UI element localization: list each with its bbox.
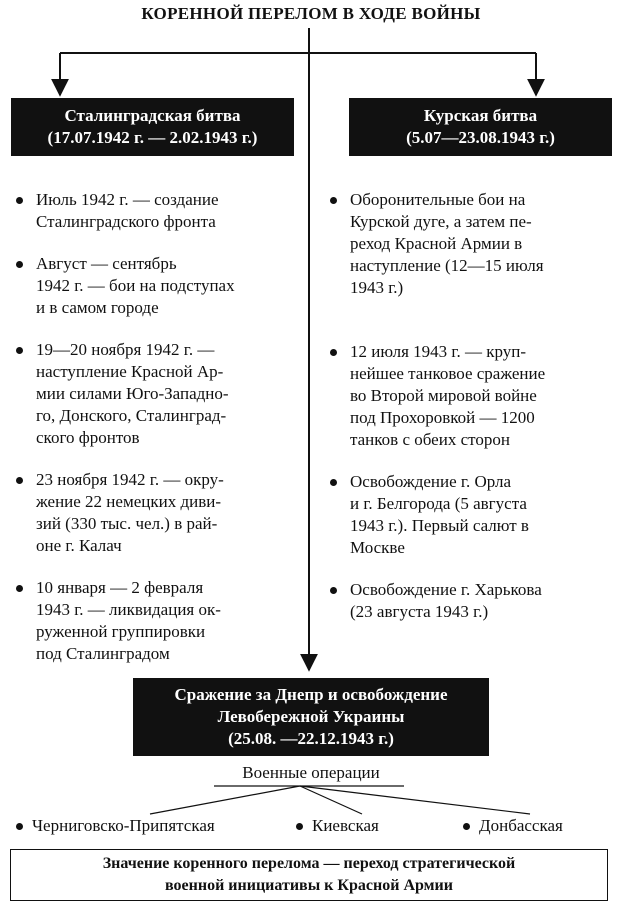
significance-line: Значение коренного перелома — переход стратегической <box>102 855 516 872</box>
item-line: Москве <box>350 538 405 557</box>
operation-label: Киевская <box>312 816 379 835</box>
stalingrad-title-line: Сталинградская битва <box>64 106 241 125</box>
stalingrad-battle-box <box>11 98 294 156</box>
item-line: наступление Красной Ар- <box>36 362 224 381</box>
bullet-dot <box>16 823 23 830</box>
item-line: 10 января — 2 февраля <box>36 578 204 597</box>
item-line: 1942 г. — бои на подступах <box>36 276 235 295</box>
item-line: 12 июля 1943 г. — круп- <box>350 342 527 361</box>
operation-label: Донбасская <box>479 816 563 835</box>
diagram-title: КОРЕННОЙ ПЕРЕЛОМ В ХОДЕ ВОЙНЫ <box>141 4 481 23</box>
dnieper-title-line: Сражение за Днепр и освобождение <box>174 685 448 704</box>
bullet-dot <box>463 823 470 830</box>
list-item <box>324 189 614 299</box>
item-line: под Прохоровкой — 1200 <box>350 408 535 427</box>
list-item <box>324 579 614 623</box>
item-line: го, Донского, Сталинград- <box>36 406 227 425</box>
item-line: 19—20 ноября 1942 г. — <box>36 340 215 359</box>
military-operations-label: Военные операции <box>242 763 380 782</box>
item-line: Освобождение г. Орла <box>350 472 512 491</box>
operation-label: Черниговско-Припятская <box>32 816 215 835</box>
branch-left <box>150 786 300 814</box>
list-item <box>324 471 614 559</box>
item-line: наступление (12—15 июля <box>350 256 544 275</box>
kursk-battle-box <box>349 98 612 156</box>
branch-right <box>300 786 530 814</box>
item-line: танков с обеих сторон <box>350 430 510 449</box>
item-line: Оборонительные бои на <box>350 190 526 209</box>
item-line: (23 августа 1943 г.) <box>350 602 489 621</box>
bullet-dot <box>296 823 303 830</box>
item-line: 1943 г.) <box>350 278 404 297</box>
item-line: нейшее танковое сражение <box>350 364 546 383</box>
item-line: и г. Белгорода (5 августа <box>350 494 527 513</box>
item-line: ского фронтов <box>36 428 140 447</box>
list-item <box>10 253 300 319</box>
item-line: 1943 г.). Первый салют в <box>350 516 529 535</box>
operation-item <box>463 816 563 836</box>
operation-item <box>296 816 379 836</box>
item-line: Июль 1942 г. — создание <box>36 190 219 209</box>
kursk-title-line: Курская битва <box>423 106 538 125</box>
list-item <box>10 469 300 557</box>
item-line: Курской дуге, а затем пе- <box>350 212 532 231</box>
item-line: 23 ноября 1942 г. — окру- <box>36 470 224 489</box>
dnieper-battle-box <box>133 678 489 756</box>
significance-box <box>10 849 608 901</box>
item-line: мии силами Юго-Западно- <box>36 384 229 403</box>
stalingrad-dates-line: (17.07.1942 г. — 2.02.1943 г.) <box>47 128 258 147</box>
item-line: Сталинградского фронта <box>36 212 216 231</box>
list-item <box>10 189 300 233</box>
item-line: под Сталинградом <box>36 644 170 663</box>
item-line: жение 22 немецких диви- <box>36 492 221 511</box>
dnieper-subtitle-line: Левобережной Украины <box>217 707 405 726</box>
operation-item <box>16 816 215 836</box>
item-line: реход Красной Армии в <box>350 234 523 253</box>
kursk-dates-line: (5.07—23.08.1943 г.) <box>406 128 555 147</box>
item-line: оне г. Калач <box>36 536 122 555</box>
significance-line: военной инициативы к Красной Армии <box>165 877 453 894</box>
item-line: Освобождение г. Харькова <box>350 580 542 599</box>
dnieper-dates-line: (25.08. —22.12.1943 г.) <box>228 729 394 748</box>
stalingrad-events-list <box>10 189 300 665</box>
item-line: и в самом городе <box>36 298 159 317</box>
kursk-events-list <box>324 189 614 623</box>
list-item <box>10 339 300 449</box>
item-line: зий (330 тыс. чел.) в рай- <box>36 514 218 533</box>
item-line: 1943 г. — ликвидация ок- <box>36 600 221 619</box>
item-line: руженной группировки <box>36 622 206 641</box>
list-item <box>10 577 300 665</box>
list-item <box>324 341 614 451</box>
item-line: Август — сентябрь <box>36 254 177 273</box>
item-line: во Второй мировой войне <box>350 386 537 405</box>
